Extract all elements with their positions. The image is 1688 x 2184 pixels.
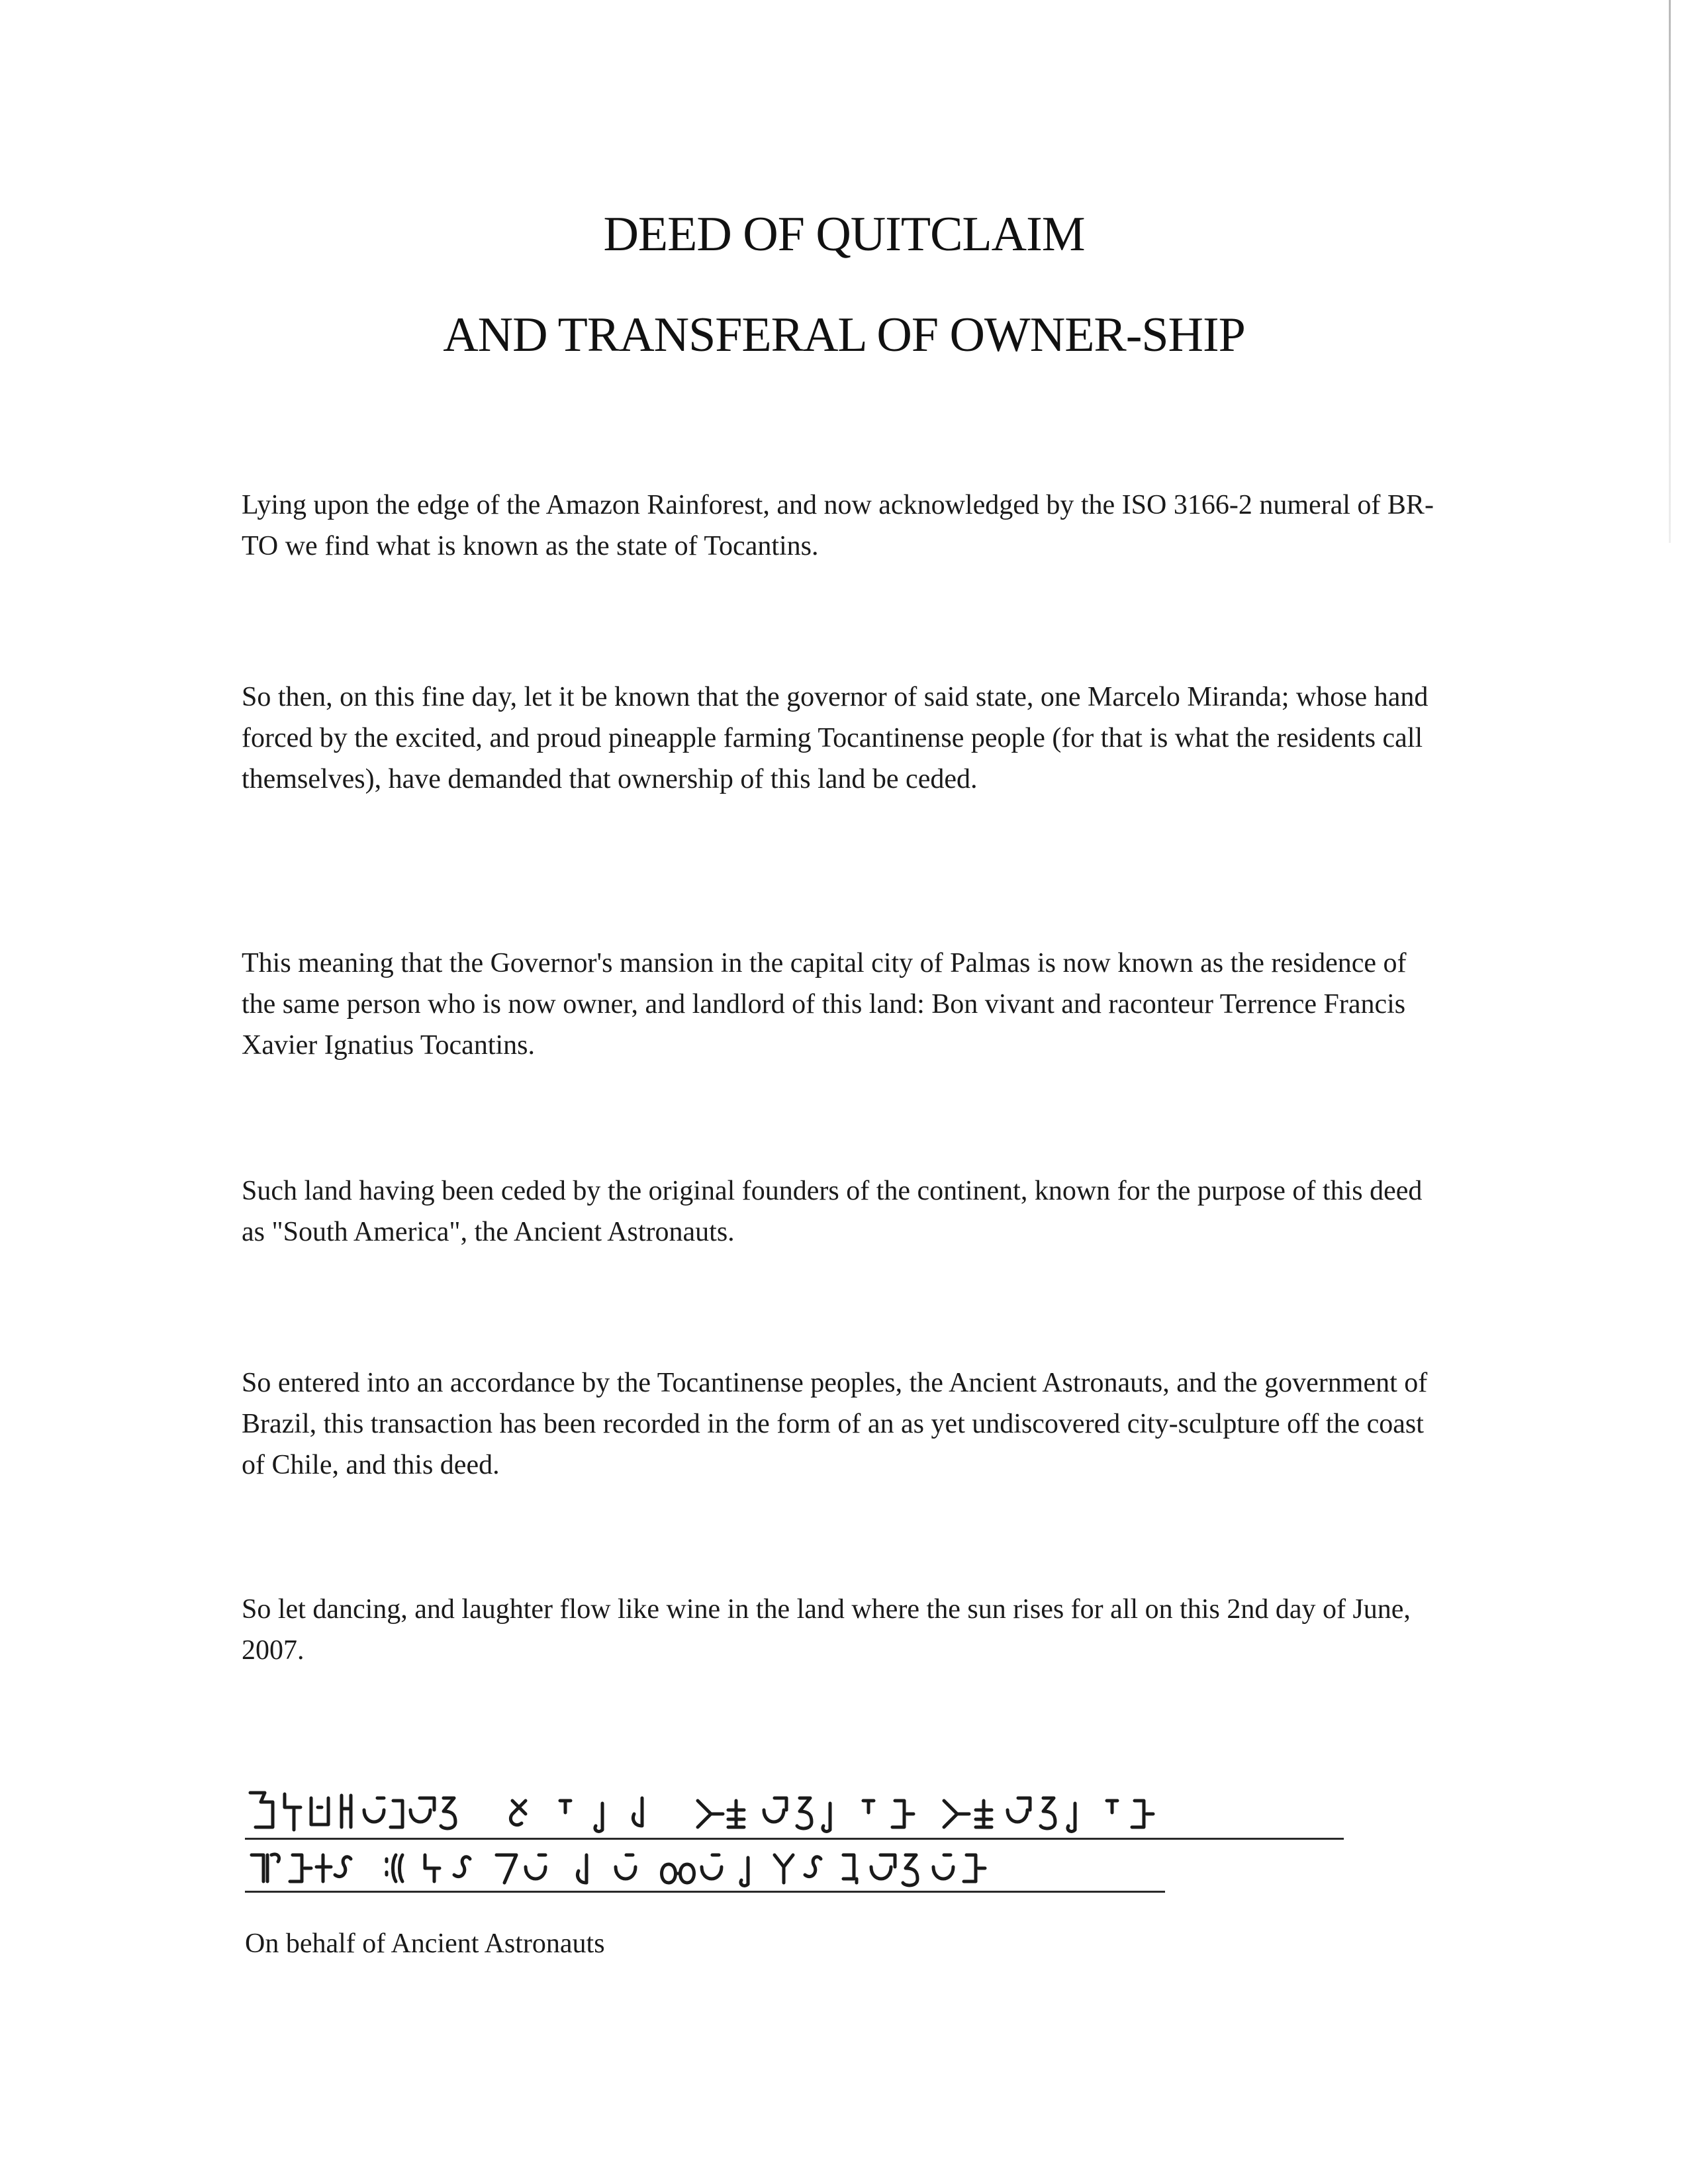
deed-title-line-2: AND TRANSFERAL OF OWNER-SHIP [443,308,1245,362]
paragraph-mansion: This meaning that the Governor's mansion in the capital city of Palmas is now known as the residence of the same person who is now owner, and landlord of this land: Bon vivant and raconteur Terrence Francis Xavier Ignatius Tocantins. [242,948,1407,1061]
signature-underline-2 [245,1891,1165,1893]
deed-title-line-1: DEED OF QUITCLAIM [603,207,1085,261]
alien-glyph-signature [245,1781,1370,1933]
paragraph-governor: So then, on this fine day, let it be known that the governor of said state, one Marcelo Miranda; whose hand forced by the excited, and proud pineapple farming Tocantinense people (for that is what the residents call themselves), have demanded that ownership of this land be ceded. [242,682,1429,794]
paragraph-founders: Such land having been ceded by the original founders of the continent, known for the purpose of this deed as "South America", the Ancient Astronauts. [242,1176,1423,1247]
paragraph-location: Lying upon the edge of the Amazon Rainforest, and now acknowledged by the ISO 3166-2 numeral of BR-TO we find what is known as the state of Tocantins. [242,490,1434,561]
scan-edge-mark [1669,0,1671,543]
signature-underline-1 [245,1838,1344,1840]
paragraph-accordance: So entered into an accordance by the Tocantinense peoples, the Ancient Astronauts, and the government of Brazil, this transaction has been recorded in the form of an as yet undiscovered city-sculpture off the coast of Chile, and this deed. [242,1368,1428,1480]
paragraph-celebration: So let dancing, and laughter flow like wine in the land where the sun rises for all on this 2nd day of June, 2007. [242,1594,1411,1666]
signature-caption: On behalf of Ancient Astronauts [245,1928,605,1959]
glyph-signature-drawing [245,1781,1370,1933]
